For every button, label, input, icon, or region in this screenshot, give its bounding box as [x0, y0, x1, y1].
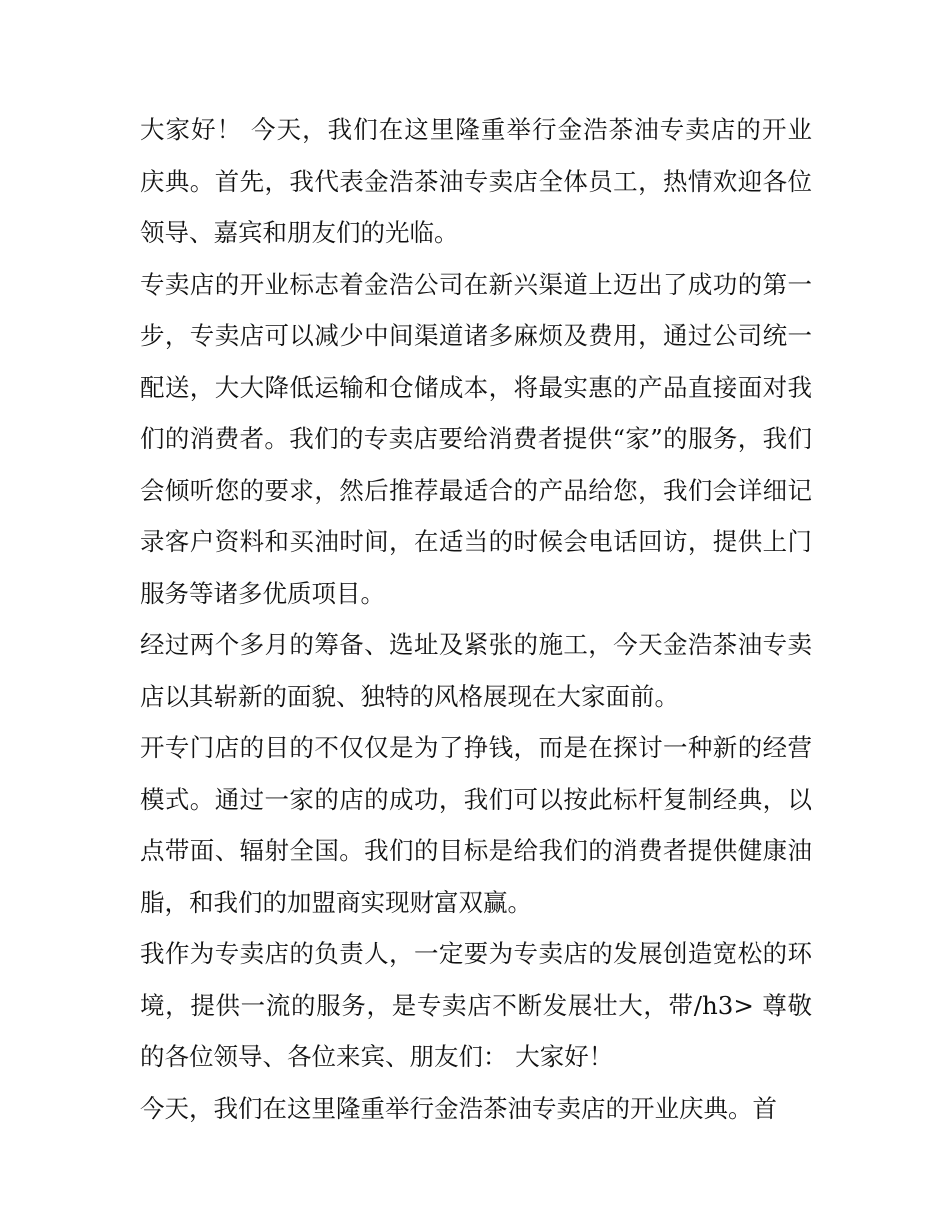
document-body: [140, 104, 812, 1134]
text-line: 庆典。首先，我代表金浩茶油专卖店全体员工，热情欢迎各位: [140, 166, 812, 196]
text-line: 经过两个多月的筹备、选址及紧张的施工，今天金浩茶油专卖: [140, 630, 812, 659]
text-line: 开专门店的目的不仅仅是为了挣钱，而是在探讨一种新的经营: [140, 733, 812, 762]
text-line: 我作为专卖店的负责人，一定要为专卖店的发展创造宽松的环: [140, 939, 812, 968]
text-line: 今天，我们在这里隆重举行金浩茶油专卖店的开业庆典。首: [140, 1093, 777, 1123]
paragraph-6: [140, 1083, 812, 1135]
text-line: 脂，和我们的加盟商实现财富双赢。: [140, 887, 532, 917]
text-line: 模式。通过一家的店的成功，我们可以按此标杆复制经典，以: [140, 784, 812, 814]
text-line: 们的消费者。我们的专卖店要给消费者提供“家”的服务，我们: [140, 424, 812, 453]
text-line: 的各位领导、各位来宾、朋友们： 大家好！: [140, 1042, 614, 1071]
paragraph-4: [140, 722, 812, 928]
text-line: 配送，大大降低运输和仓储成本，将最实惠的产品直接面对我: [140, 372, 812, 402]
text-line: 境，提供一流的服务，是专卖店不断发展壮大，带/h3> 尊敬: [140, 990, 812, 1020]
paragraph-1: [140, 104, 812, 259]
text-line: 步，专卖店可以减少中间渠道诸多麻烦及费用，通过公司统一: [140, 321, 812, 350]
text-line: 录客户资料和买油时间，在适当的时候会电话回访，提供上门: [140, 527, 812, 556]
paragraph-5: [140, 928, 812, 1083]
text-line: 店以其崭新的面貌、独特的风格展现在大家面前。: [140, 681, 679, 711]
text-line: 服务等诸多优质项目。: [140, 578, 385, 608]
text-line: 专卖店的开业标志着金浩公司在新兴渠道上迈出了成功的第一: [140, 269, 812, 299]
text-line: 点带面、辐射全国。我们的目标是给我们的消费者提供健康油: [140, 836, 812, 865]
paragraph-2: [140, 259, 812, 620]
paragraph-3: [140, 619, 812, 722]
text-line: 会倾听您的要求，然后推荐最适合的产品给您，我们会详细记: [140, 475, 812, 505]
text-line: 大家好！ 今天，我们在这里隆重举行金浩茶油专卖店的开业: [140, 115, 812, 144]
text-line: 领导、嘉宾和朋友们的光临。: [140, 218, 459, 247]
